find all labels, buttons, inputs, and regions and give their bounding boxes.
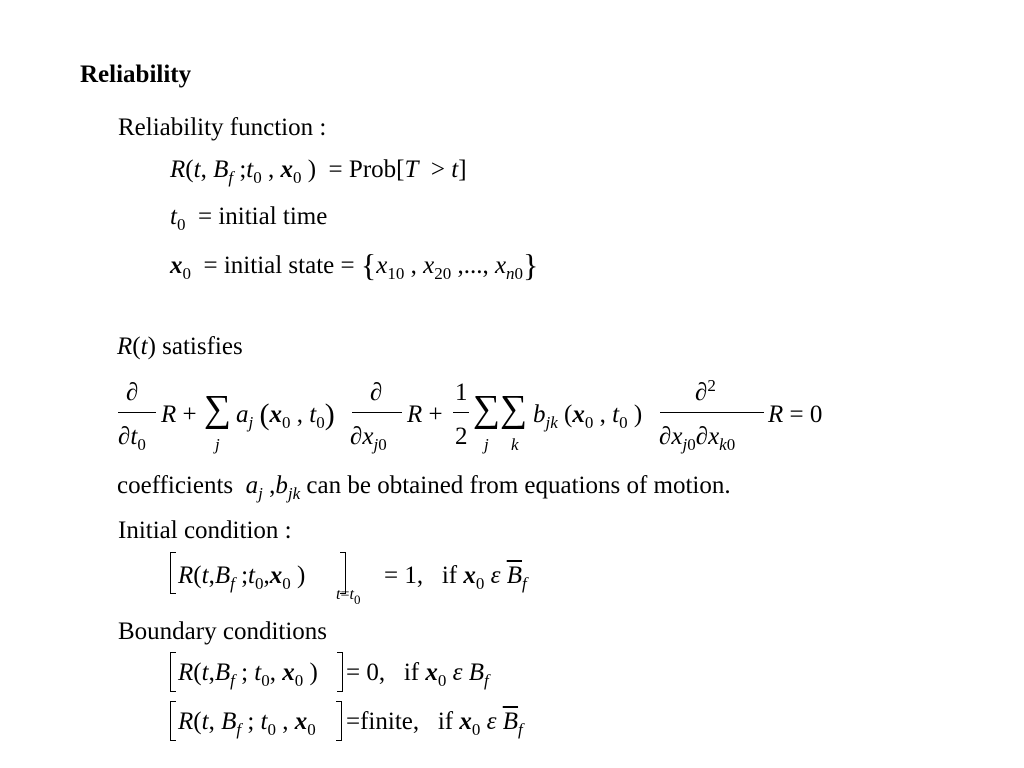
page-title: Reliability <box>80 61 192 88</box>
initial-condition-label: Initial condition : <box>118 517 292 544</box>
satisfies-line: R(t) satisfies <box>117 333 243 360</box>
boundary-conditions-label: Boundary conditions <box>118 618 328 645</box>
t0-definition: $t_0$ = initial time <box>170 203 328 234</box>
coefficients-line: coefficients $a_j$ $,b_{jk}$ can be obtained from equations of motion. <box>117 472 731 503</box>
x0-definition: $x_0$ = initial state = {$x_{10}$ , $x_{20}$ ,..., $x_{n0}$} <box>170 247 539 283</box>
reliability-function-label: Reliability function : <box>118 114 327 141</box>
reliability-definition-equation: R(t, $B_f$ $;t_0$ , $x_0$ ) = Prob[T > t] <box>170 156 467 187</box>
